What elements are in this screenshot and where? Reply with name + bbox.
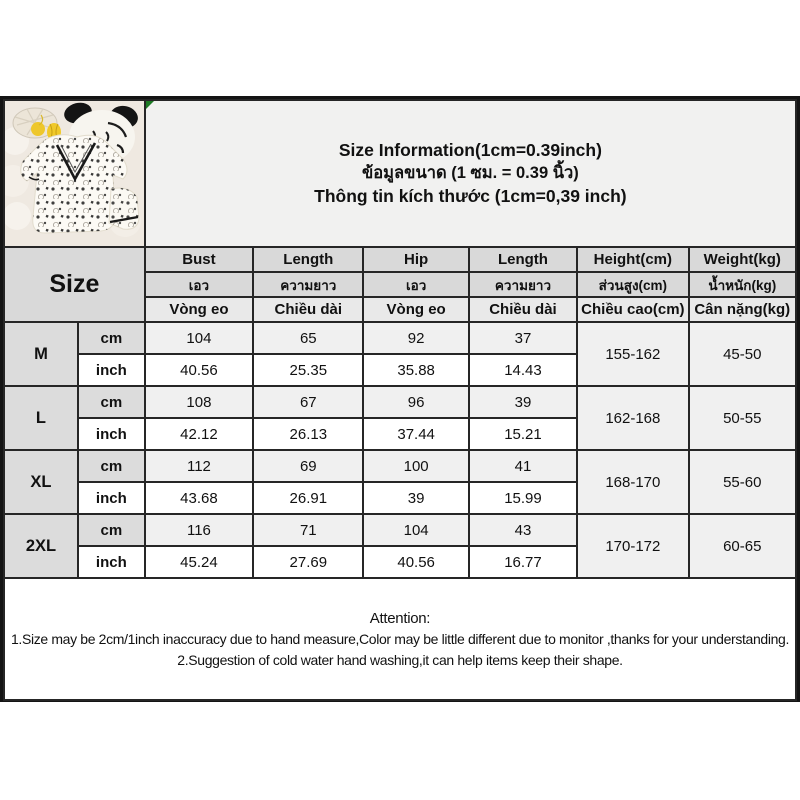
value-cell: 26.91 <box>253 482 363 514</box>
table-row-l-cm <box>4 386 796 418</box>
height-range-l: 162-168 <box>577 386 688 450</box>
col-header-hip-th: เอว <box>363 272 468 297</box>
col-header-length2: Length <box>469 247 577 272</box>
table-row-xl-cm <box>4 450 796 482</box>
value-cell: 65 <box>253 322 363 354</box>
value-cell: 16.77 <box>469 546 577 578</box>
col-header-height-th: ส่วนสูง(cm) <box>577 272 688 297</box>
size-m-label: M <box>4 322 78 386</box>
size-header: Size <box>4 247 145 322</box>
unit-label-inch: inch <box>78 418 145 450</box>
value-cell: 40.56 <box>363 546 468 578</box>
unit-label-cm: cm <box>78 450 145 482</box>
value-cell: 39 <box>363 482 468 514</box>
value-cell: 26.13 <box>253 418 363 450</box>
product-photo-cell <box>4 100 145 247</box>
table-header-row-en <box>4 247 796 272</box>
attention-line-1: 1.Size may be 2cm/1inch inaccuracy due to hand measure,Color may be little different due to monitor ,thanks for your understanding. <box>10 630 789 647</box>
value-cell: 42.12 <box>145 418 253 450</box>
value-cell: 104 <box>363 514 468 546</box>
col-header-length2-vi: Chiều dài <box>469 297 577 322</box>
value-cell: 108 <box>145 386 253 418</box>
value-cell: 104 <box>145 322 253 354</box>
col-header-hip-vi: Vòng eo <box>363 297 468 322</box>
excel-corner-flag <box>146 101 154 109</box>
value-cell: 69 <box>253 450 363 482</box>
value-cell: 100 <box>363 450 468 482</box>
value-cell: 43.68 <box>145 482 253 514</box>
col-header-length2-th: ความยาว <box>469 272 577 297</box>
col-header-height: Height(cm) <box>577 247 688 272</box>
unit-label-inch: inch <box>78 482 145 514</box>
col-header-weight-th: น้ำหนัก(kg) <box>689 272 796 297</box>
title-line-vi: Thông tin kích thước (1cm=0,39 inch) <box>314 186 627 206</box>
value-cell: 112 <box>145 450 253 482</box>
attention-cell <box>4 578 796 700</box>
size-l-label: L <box>4 386 78 450</box>
title-line-th: ข้อมูลขนาด (1 ซม. = 0.39 นิ้ว) <box>361 164 579 182</box>
attention-line-2: 2.Suggestion of cold water hand washing,it can help items keep their shape. <box>177 651 623 668</box>
col-header-bust: Bust <box>145 247 253 272</box>
value-cell: 35.88 <box>363 354 468 386</box>
weight-range-l: 50-55 <box>689 386 796 450</box>
table-row-m-cm <box>4 322 796 354</box>
col-header-length1-th: ความยาว <box>253 272 363 297</box>
unit-label-cm: cm <box>78 514 145 546</box>
col-header-weight: Weight(kg) <box>689 247 796 272</box>
height-range-xl: 168-170 <box>577 450 688 514</box>
attention-heading: Attention: <box>369 609 431 627</box>
value-cell: 15.99 <box>469 482 577 514</box>
col-header-height-vi: Chiều cao(cm) <box>577 297 688 322</box>
value-cell: 92 <box>363 322 468 354</box>
height-range-2xl: 170-172 <box>577 514 688 578</box>
value-cell: 39 <box>469 386 577 418</box>
weight-range-m: 45-50 <box>689 322 796 386</box>
unit-label-cm: cm <box>78 322 145 354</box>
size-chart-frame <box>0 96 800 702</box>
col-header-bust-th: เอว <box>145 272 253 297</box>
height-range-m: 155-162 <box>577 322 688 386</box>
unit-label-inch: inch <box>78 546 145 578</box>
size-table <box>3 99 797 701</box>
size-xl-label: XL <box>4 450 78 514</box>
value-cell: 71 <box>253 514 363 546</box>
col-header-bust-vi: Vòng eo <box>145 297 253 322</box>
pajama-shorts <box>109 188 139 229</box>
col-header-hip: Hip <box>363 247 468 272</box>
table-row-2xl-cm <box>4 514 796 546</box>
value-cell: 43 <box>469 514 577 546</box>
value-cell: 27.69 <box>253 546 363 578</box>
value-cell: 45.24 <box>145 546 253 578</box>
table-row <box>4 100 796 247</box>
attention-row <box>4 578 796 700</box>
value-cell: 15.21 <box>469 418 577 450</box>
product-photo <box>5 101 144 241</box>
title-line-en: Size Information(1cm=0.39inch) <box>338 140 602 160</box>
value-cell: 37 <box>469 322 577 354</box>
value-cell: 96 <box>363 386 468 418</box>
weight-range-2xl: 60-65 <box>689 514 796 578</box>
col-header-weight-vi: Cân nặng(kg) <box>689 297 796 322</box>
value-cell: 116 <box>145 514 253 546</box>
value-cell: 41 <box>469 450 577 482</box>
value-cell: 67 <box>253 386 363 418</box>
value-cell: 40.56 <box>145 354 253 386</box>
unit-label-cm: cm <box>78 386 145 418</box>
value-cell: 25.35 <box>253 354 363 386</box>
title-cell <box>145 100 796 247</box>
col-header-length1: Length <box>253 247 363 272</box>
unit-label-inch: inch <box>78 354 145 386</box>
weight-range-xl: 55-60 <box>689 450 796 514</box>
value-cell: 37.44 <box>363 418 468 450</box>
size-2xl-label: 2XL <box>4 514 78 578</box>
value-cell: 14.43 <box>469 354 577 386</box>
col-header-length1-vi: Chiều dài <box>253 297 363 322</box>
